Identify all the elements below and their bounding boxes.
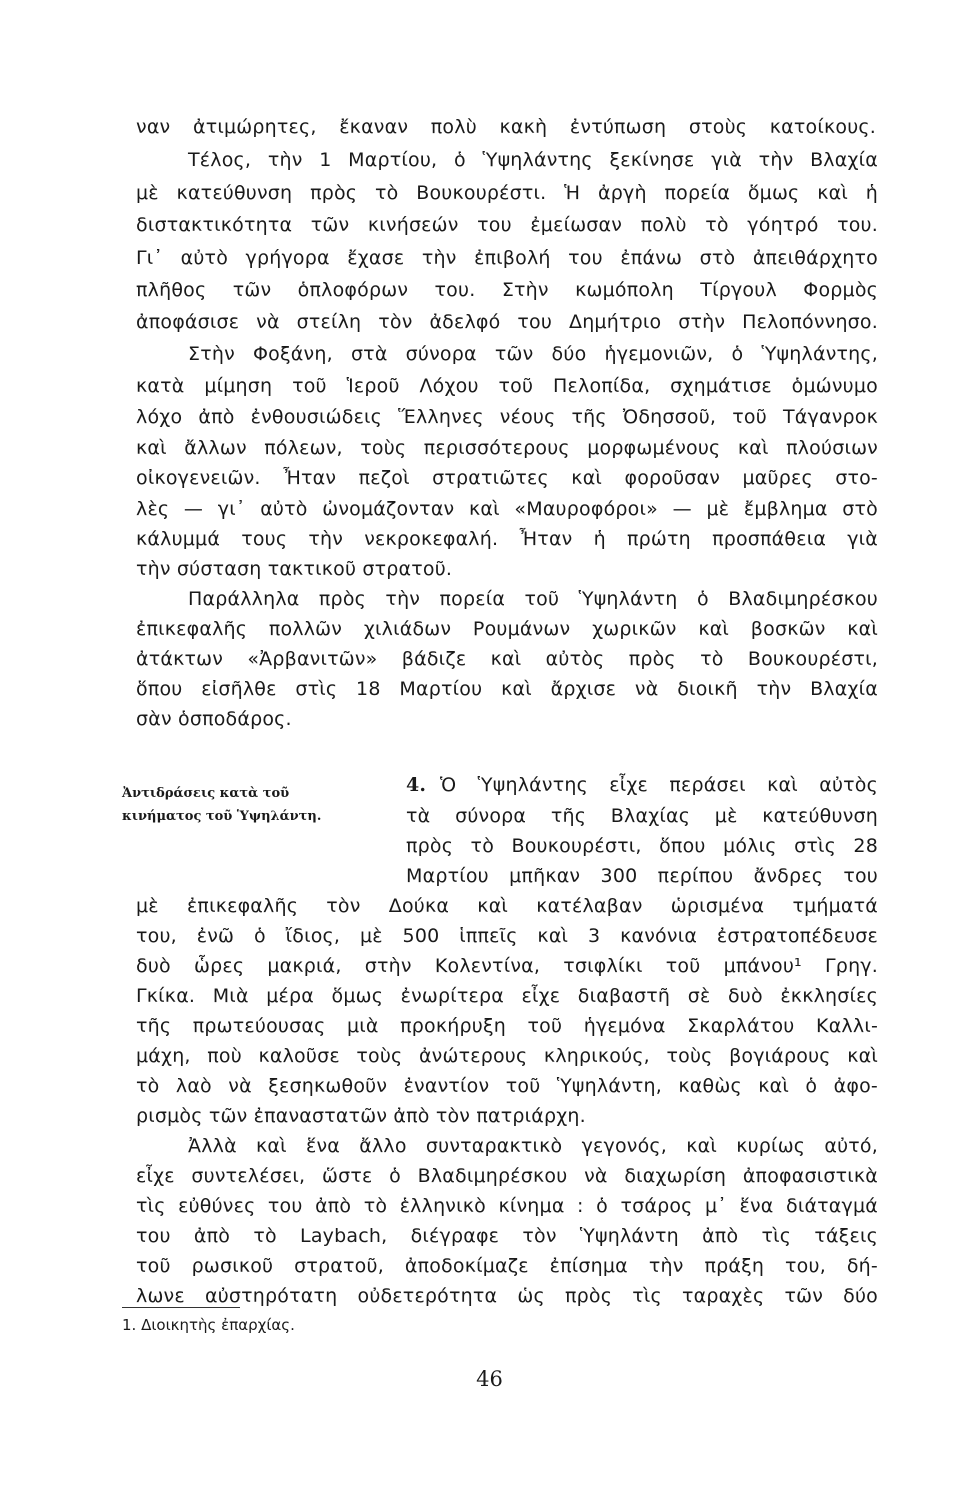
text-line: μὲ ἐπικεφαλῆς τὸν Δούκα καὶ κατέλαβαν ὡρισμένα τμήματά [136, 895, 878, 917]
text-line: του ἀπὸ τὸ Laybach, διέγραφε τὸν Ὑψηλάντη ἀπὸ τὶς τάξεις [136, 1225, 878, 1247]
section-number: 4. [406, 774, 427, 796]
text-line: δυὸ ὧρες μακριά, στὴν Κολεντίνα, τσιφλίκι τοῦ μπάνου¹ Γρηγ. [136, 955, 878, 977]
text-line: τὸ λαὸ νὰ ξεσηκωθοῦν ἐναντίον τοῦ Ὑψηλάντη, καθὼς καὶ ὁ ἀφο- [136, 1075, 878, 1097]
text-line: λωνε αὐστηρότατη οὐδετερότητα ὡς πρὸς τὶς ταραχὲς τῶν δύο [136, 1285, 878, 1307]
text-line: Ἀλλὰ καὶ ἕνα ἄλλο συνταρακτικὸ γεγονός, καὶ κυρίως αὐτό, [188, 1135, 878, 1157]
text-line: λόχο ἀπὸ ἐνθουσιώδεις Ἕλληνες νέους τῆς Ὀδησσοῦ, τοῦ Τάγανροκ [136, 406, 878, 428]
text-line: καὶ ἄλλων πόλεων, τοὺς περισσότερους μορφωμένους καὶ πλούσιων [136, 437, 878, 459]
text-line: τοῦ ρωσικοῦ στρατοῦ, ἀποδοκίμαζε ἐπίσημα τὴν πράξη του, δή- [136, 1255, 878, 1277]
text-line: λὲς — γι᾽ αὐτὸ ὠνομάζονταν καὶ «Μαυροφόροι» — μὲ ἔμβλημα στὸ [136, 498, 878, 520]
text-line: μὲ κατεύθυνση πρὸς τὸ Βουκουρέστι. Ἡ ἀργὴ πορεία ὅμως καὶ ἡ [136, 182, 878, 204]
text-line: Γι᾽ αὐτὸ γρήγορα ἔχασε τὴν ἐπιβολή του ἐπάνω στὸ ἀπειθάρχητο [136, 247, 878, 269]
text-line: εἶχε συντελέσει, ὥστε ὁ Βλαδιμηρέσκου νὰ διαχωρίση ἀποφασιστικὰ [136, 1165, 878, 1187]
side-heading-line: κινήματος τοῦ Ὑψηλάντη. [122, 809, 322, 824]
text-line: ἀτάκτων «Ἀρβανιτῶν» βάδιζε καὶ αὐτὸς πρὸς τὸ Βουκουρέστι, [136, 648, 878, 670]
footnote-rule [122, 1307, 240, 1308]
text-line: μάχη, ποὺ καλοῦσε τοὺς ἀνώτερους κληρικούς, τοὺς βογιάρους καὶ [136, 1045, 878, 1067]
text-line: διστακτικότητα τῶν κινήσεών του ἐμείωσαν πολὺ τὸ γόητρό του. [136, 214, 878, 236]
text-line: ναν ἀτιμώρητες, ἔκαναν πολὺ κακὴ ἐντύπωση στοὺς κατοίκους. [136, 116, 876, 138]
section-text-line: Ὁ Ὑψηλάντης εἶχε περάσει καὶ αὐτὸς [440, 774, 878, 796]
text-line: πλῆθος τῶν ὁπλοφόρων του. Στὴν κωμόπολη Τίργουλ Φορμὸς [136, 279, 878, 301]
page-number: 46 [476, 1367, 503, 1391]
footnote: 1. Διοικητὴς ἐπαρχίας. [122, 1316, 295, 1334]
section-text-line: πρὸς τὸ Βουκουρέστι, ὅπου μόλις στὶς 28 [406, 835, 878, 857]
text-line: ρισμὸς τῶν ἐπαναστατῶν ἀπὸ τὸν πατριάρχη. [136, 1105, 586, 1127]
side-heading [122, 782, 372, 828]
text-line: κατὰ μίμηση τοῦ Ἱεροῦ Λόχου τοῦ Πελοπίδα, σχημάτισε ὁμώνυμο [136, 375, 878, 397]
text-line: Στὴν Φοξάνη, στὰ σύνορα τῶν δύο ἡγεμονιῶν, ὁ Ὑψηλάντης, [188, 343, 878, 365]
text-line: Τέλος, τὴν 1 Μαρτίου, ὁ Ὑψηλάντης ξεκίνησε γιὰ τὴν Βλαχία [188, 149, 878, 171]
text-line: σὰν ὁσποδάρος. [136, 708, 292, 730]
text-line: τὴν σύσταση τακτικοῦ στρατοῦ. [136, 558, 453, 580]
section-text-line: τὰ σύνορα τῆς Βλαχίας μὲ κατεύθυνση [406, 805, 878, 827]
text-line: τῆς πρωτεύουσας μιὰ προκήρυξη τοῦ ἡγεμόνα Σκαρλάτου Καλλι- [136, 1015, 878, 1037]
text-line: τὶς εὐθύνες του ἀπὸ τὸ ἑλληνικὸ κίνημα : ὁ τσάρος μ᾽ ἕνα διάταγμά [136, 1195, 878, 1217]
text-line: ἐπικεφαλῆς πολλῶν χιλιάδων Ρουμάνων χωρικῶν καὶ βοσκῶν καὶ [136, 618, 878, 640]
section-text-line: Μαρτίου μπῆκαν 300 περίπου ἄνδρες του [406, 865, 878, 887]
text-line: Παράλληλα πρὸς τὴν πορεία τοῦ Ὑψηλάντη ὁ Βλαδιμηρέσκου [188, 588, 878, 610]
text-line: του, ἐνῶ ὁ ἴδιος, μὲ 500 ἱππεῖς καὶ 3 κανόνια ἐστρατοπέδευσε [136, 925, 878, 947]
side-heading-line: Ἀντιδράσεις κατὰ τοῦ [122, 786, 290, 801]
text-line: κάλυμμά τους τὴν νεκροκεφαλή. Ἦταν ἡ πρώτη προσπάθεια γιὰ [136, 528, 878, 550]
text-line: Γκίκα. Μιὰ μέρα ὅμως ἐνωρίτερα εἶχε διαβαστῆ σὲ δυὸ ἐκκλησίες [136, 985, 878, 1007]
text-line: ὅπου εἰσῆλθε στὶς 18 Μαρτίου καὶ ἄρχισε νὰ διοικῆ τὴν Βλαχία [136, 678, 878, 700]
text-line: οἰκογενειῶν. Ἦταν πεζοὶ στρατιῶτες καὶ φοροῦσαν μαῦρες στο- [136, 467, 878, 489]
text-line: ἀποφάσισε νὰ στείλη τὸν ἀδελφό του Δημήτριο στὴν Πελοπόννησο. [136, 311, 878, 333]
